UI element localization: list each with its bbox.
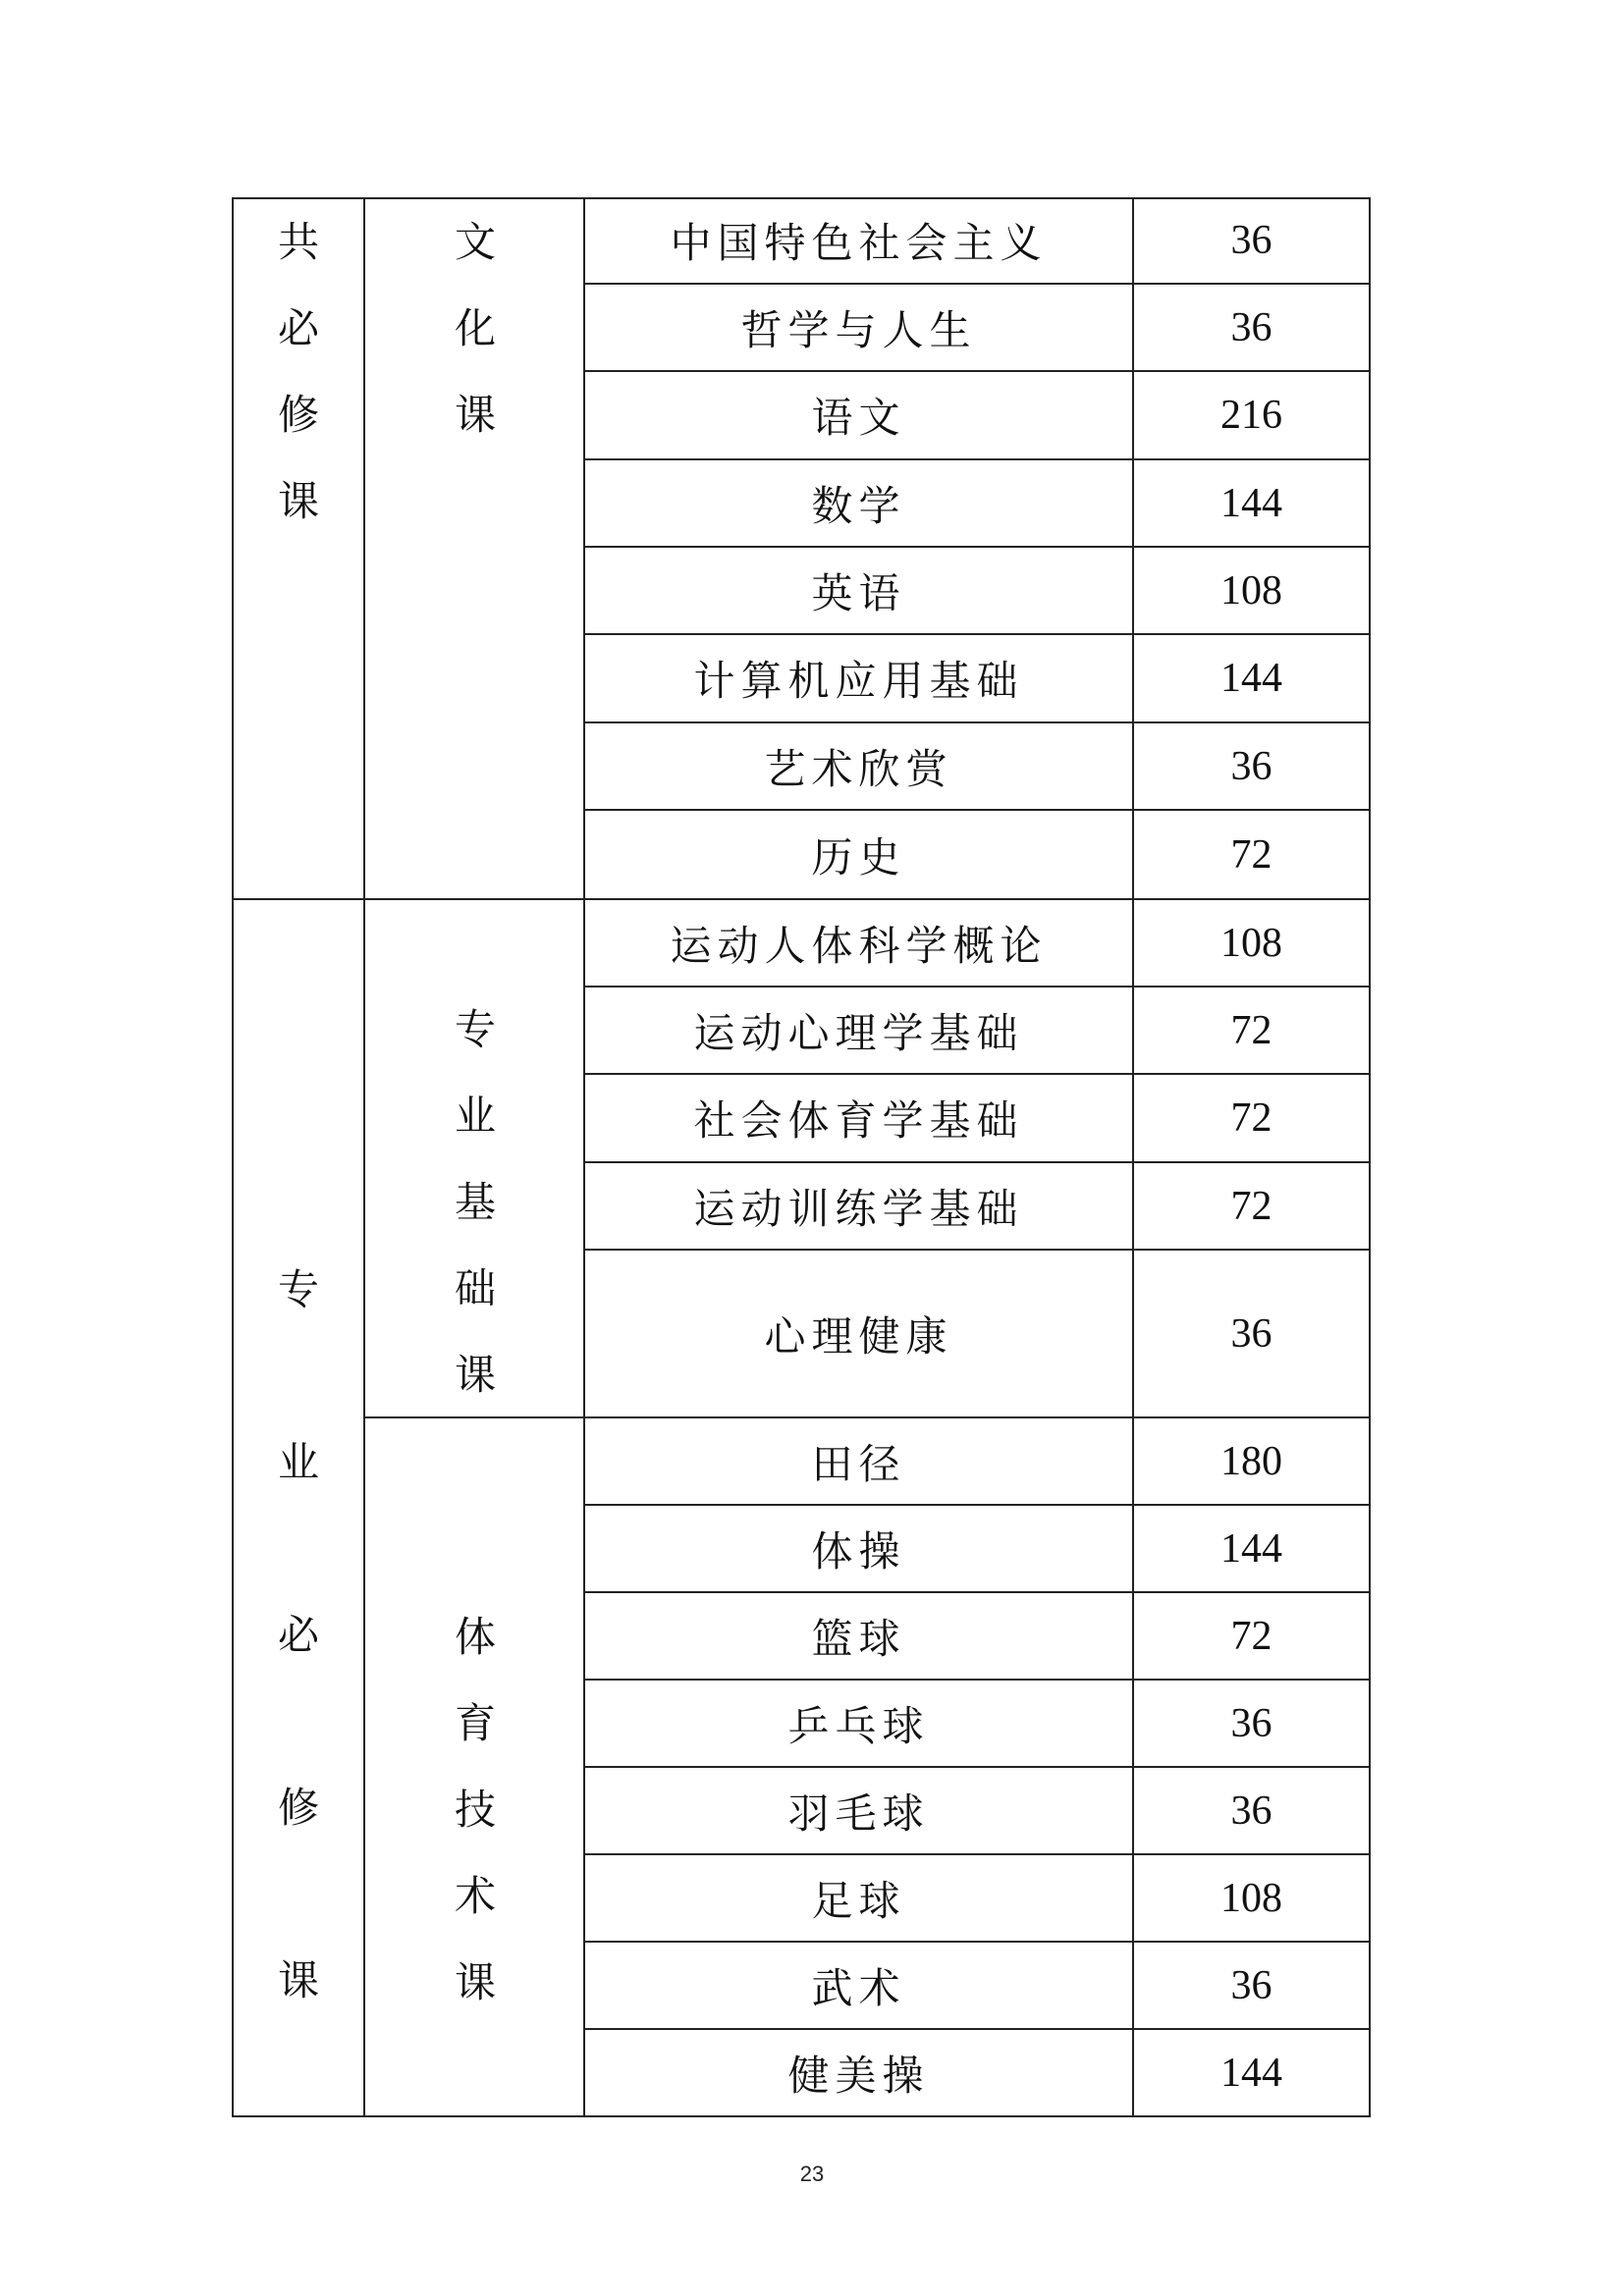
label-char: 技 [454,1786,496,1834]
hours-cell: 72 [1134,811,1371,900]
label-char: 课 [454,1958,496,2006]
label-char: 础 [454,1264,496,1312]
hours-cell: 108 [1134,900,1371,988]
hours-cell: 36 [1134,723,1371,811]
course-name-cell: 历史 [585,811,1134,900]
label-char: 修 [277,1784,319,1832]
hours-cell: 72 [1134,1163,1371,1251]
label-char: 课 [454,391,496,439]
course-name-cell: 运动训练学基础 [585,1163,1134,1251]
label-char: 必 [277,1611,319,1659]
course-name-cell: 运动人体科学概论 [585,900,1134,988]
label-char: 基 [454,1178,496,1226]
label-char: 体 [454,1613,496,1661]
course-name-cell: 计算机应用基础 [585,635,1134,723]
course-name-cell: 社会体育学基础 [585,1075,1134,1163]
label-char: 课 [277,1956,319,2004]
group-cell-public [232,197,365,900]
hours-cell: 72 [1134,1075,1371,1163]
course-name-cell: 艺术欣赏 [585,723,1134,811]
course-name-cell: 健美操 [585,2030,1134,2117]
group-cell-major [232,900,365,2117]
hours-cell: 108 [1134,548,1371,635]
hours-cell: 36 [1134,1251,1371,1418]
hours-cell: 216 [1134,372,1371,460]
label-char: 专 [277,1265,319,1313]
course-name-cell: 体操 [585,1506,1134,1593]
page-number: 23 [799,2162,825,2186]
course-name-cell: 心理健康 [585,1251,1134,1418]
label-char: 业 [454,1092,496,1140]
label-char: 化 [454,304,496,352]
subgroup-cell-sports-tech [365,1418,585,2117]
hours-cell: 36 [1134,285,1371,372]
course-name-cell: 英语 [585,548,1134,635]
hours-cell: 36 [1134,1943,1371,2030]
hours-cell: 144 [1134,635,1371,723]
hours-cell: 72 [1134,1593,1371,1681]
hours-cell: 108 [1134,1855,1371,1943]
course-name-cell: 中国特色社会主义 [585,197,1134,285]
course-name-cell: 运动心理学基础 [585,988,1134,1075]
hours-cell: 36 [1134,197,1371,285]
hours-cell: 144 [1134,460,1371,548]
label-char: 共 [277,218,319,266]
course-name-cell: 羽毛球 [585,1768,1134,1855]
course-name-cell: 武术 [585,1943,1134,2030]
hours-cell: 36 [1134,1681,1371,1768]
label-char: 业 [277,1438,319,1486]
label-char: 课 [454,1351,496,1399]
hours-cell: 180 [1134,1418,1371,1506]
course-table [232,197,1371,2117]
course-name-cell: 语文 [585,372,1134,460]
label-char: 必 [277,304,319,352]
hours-cell: 36 [1134,1768,1371,1855]
hours-cell: 72 [1134,988,1371,1075]
subgroup-cell-major-basic [365,900,585,1418]
label-char: 育 [454,1699,496,1747]
course-name-cell: 篮球 [585,1593,1134,1681]
label-char: 文 [454,218,496,266]
course-name-cell: 数学 [585,460,1134,548]
course-name-cell: 哲学与人生 [585,285,1134,372]
label-char: 课 [277,477,319,525]
course-name-cell: 田径 [585,1418,1134,1506]
label-char: 修 [277,391,319,439]
hours-cell: 144 [1134,2030,1371,2117]
course-name-cell: 乒乓球 [585,1681,1134,1768]
subgroup-cell-culture [365,197,585,900]
hours-cell: 144 [1134,1506,1371,1593]
course-name-cell: 足球 [585,1855,1134,1943]
label-char: 专 [454,1005,496,1053]
label-char: 术 [454,1872,496,1920]
